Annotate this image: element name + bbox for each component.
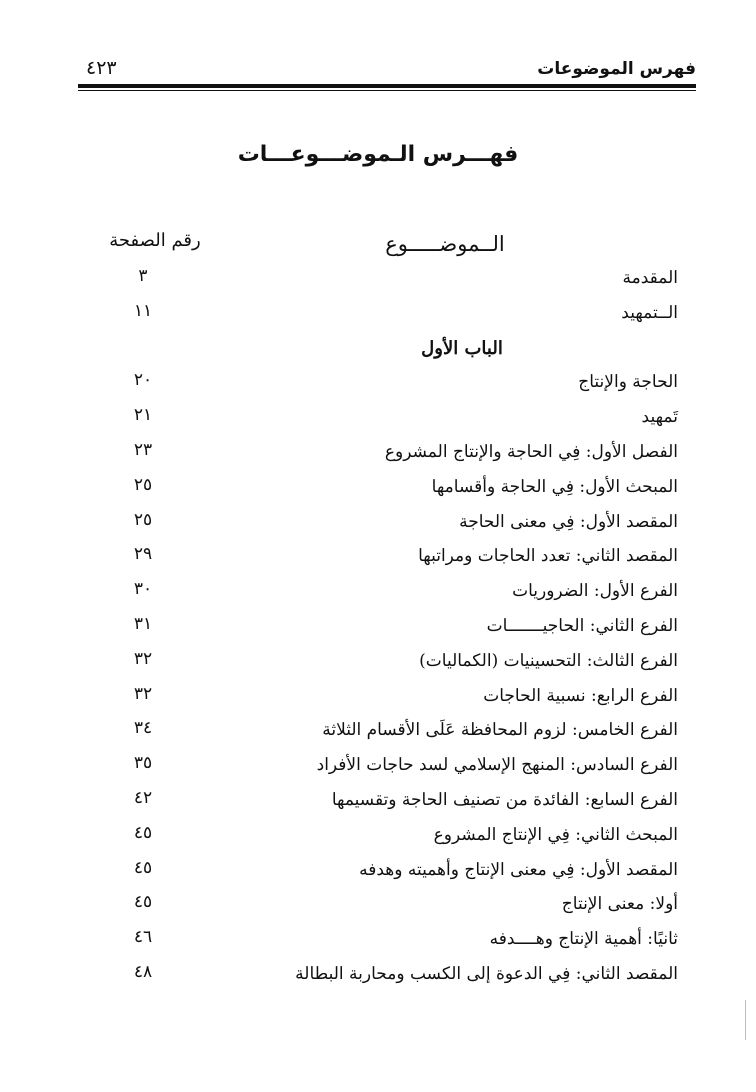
toc-entry-page: ٤٦ — [133, 927, 153, 948]
toc-entry-topic: الفصل الأول: فِي الحاجة والإنتاج المشروع — [384, 441, 678, 462]
toc-section-heading — [78, 334, 696, 369]
table-of-contents — [78, 264, 696, 995]
toc-entry-page: ٤٥ — [133, 892, 153, 913]
toc-entry — [78, 542, 696, 577]
toc-entry — [78, 299, 696, 334]
toc-entry-page: ٣٠ — [133, 579, 153, 600]
toc-entry-page: ٣٢ — [133, 683, 153, 704]
toc-entry-page: ٣٤ — [133, 718, 153, 739]
toc-entry — [78, 264, 696, 299]
toc-entry-page: ٤٥ — [133, 857, 153, 878]
toc-entry — [78, 403, 696, 438]
toc-entry — [78, 890, 696, 925]
column-heading-topic: الــموضـــــوع — [385, 232, 505, 256]
toc-entry — [78, 716, 696, 751]
toc-entry — [78, 821, 696, 856]
toc-entry-topic: ثانيًا: أهمية الإنتاج وهــــدفه — [489, 929, 678, 950]
toc-entry-page: ٢٥ — [133, 509, 153, 530]
header-rule-thin — [78, 90, 696, 91]
column-heading-page: رقم الصفحة — [109, 230, 201, 251]
toc-entry-topic: تَمهيد — [641, 407, 678, 428]
header-rule-thick — [78, 84, 696, 88]
toc-entry-page: ٢٠ — [133, 370, 153, 391]
toc-entry-topic: أولا: معنى الإنتاج — [561, 894, 678, 915]
toc-entry-topic: الباب الأول — [421, 337, 503, 359]
toc-entry-topic: الفرع الثاني: الحاجيـــــــات — [486, 615, 678, 636]
toc-entry-page: ٣٥ — [133, 753, 153, 774]
toc-entry-topic: المقصد الثاني: فِي الدعوة إلى الكسب ومحاربة البطالة — [295, 963, 678, 984]
toc-entry-page: ٤٢ — [133, 787, 153, 808]
toc-entry-page: ٣ — [138, 266, 148, 286]
toc-entry — [78, 751, 696, 786]
toc-entry-topic: المبحث الأول: فِي الحاجة وأقسامها — [431, 476, 678, 497]
toc-entry-topic: الفرع الخامس: لزوم المحافظة عَلَى الأقسام الثلاثة — [322, 720, 678, 741]
toc-entry — [78, 368, 696, 403]
toc-entry-page: ٢١ — [133, 405, 153, 426]
toc-entry-topic: الفرع الرابع: نسبية الحاجات — [483, 685, 678, 706]
toc-entry-topic: الفرع السادس: المنهج الإسلامي لسد حاجات الأفراد — [316, 755, 678, 776]
page-title: فهـــرس الـموضـــوعـــات — [237, 142, 519, 167]
running-header-title: فهرس الموضوعات — [537, 59, 696, 79]
toc-entry-page: ٣٢ — [133, 648, 153, 669]
running-header — [78, 55, 696, 83]
toc-entry — [78, 438, 696, 473]
toc-entry — [78, 925, 696, 960]
page-edge-mark — [745, 1000, 746, 1040]
toc-entry-topic: الــتمهيد — [621, 302, 678, 323]
toc-entry — [78, 856, 696, 891]
toc-entry-topic: المقدمة — [622, 268, 678, 288]
page-number: ٤٢٣ — [86, 57, 117, 79]
toc-entry-topic: المقصد الأول: فِي معنى الحاجة — [459, 511, 678, 532]
toc-entry — [78, 786, 696, 821]
toc-entry-page: ٣١ — [133, 613, 153, 634]
toc-entry-page: ٤٨ — [133, 961, 153, 982]
toc-entry-topic: الحاجة والإنتاج — [578, 372, 678, 393]
toc-entry — [78, 960, 696, 995]
toc-entry-page: ١١ — [133, 300, 153, 321]
toc-entry-page: ٢٣ — [133, 439, 153, 460]
toc-entry — [78, 612, 696, 647]
toc-entry — [78, 682, 696, 717]
toc-entry — [78, 647, 696, 682]
toc-entry — [78, 577, 696, 612]
toc-entry-topic: المبحث الثاني: فِي الإنتاج المشروع — [433, 824, 678, 845]
toc-entry-page: ٢٩ — [133, 544, 153, 565]
toc-entry-topic: الفرع الأول: الضروريات — [512, 581, 678, 602]
toc-entry-page: ٤٥ — [133, 822, 153, 843]
toc-entry — [78, 473, 696, 508]
toc-entry-topic: المقصد الأول: فِي معنى الإنتاج وأهميته وهدفه — [359, 859, 678, 880]
toc-entry — [78, 508, 696, 543]
toc-entry-topic: المقصد الثاني: تعدد الحاجات ومراتبها — [418, 546, 678, 567]
toc-entry-topic: الفرع الثالث: التحسينيات (الكماليات) — [419, 650, 678, 671]
toc-entry-topic: الفرع السابع: الفائدة من تصنيف الحاجة وتقسيمها — [331, 789, 678, 810]
toc-entry-page: ٢٥ — [133, 474, 153, 495]
